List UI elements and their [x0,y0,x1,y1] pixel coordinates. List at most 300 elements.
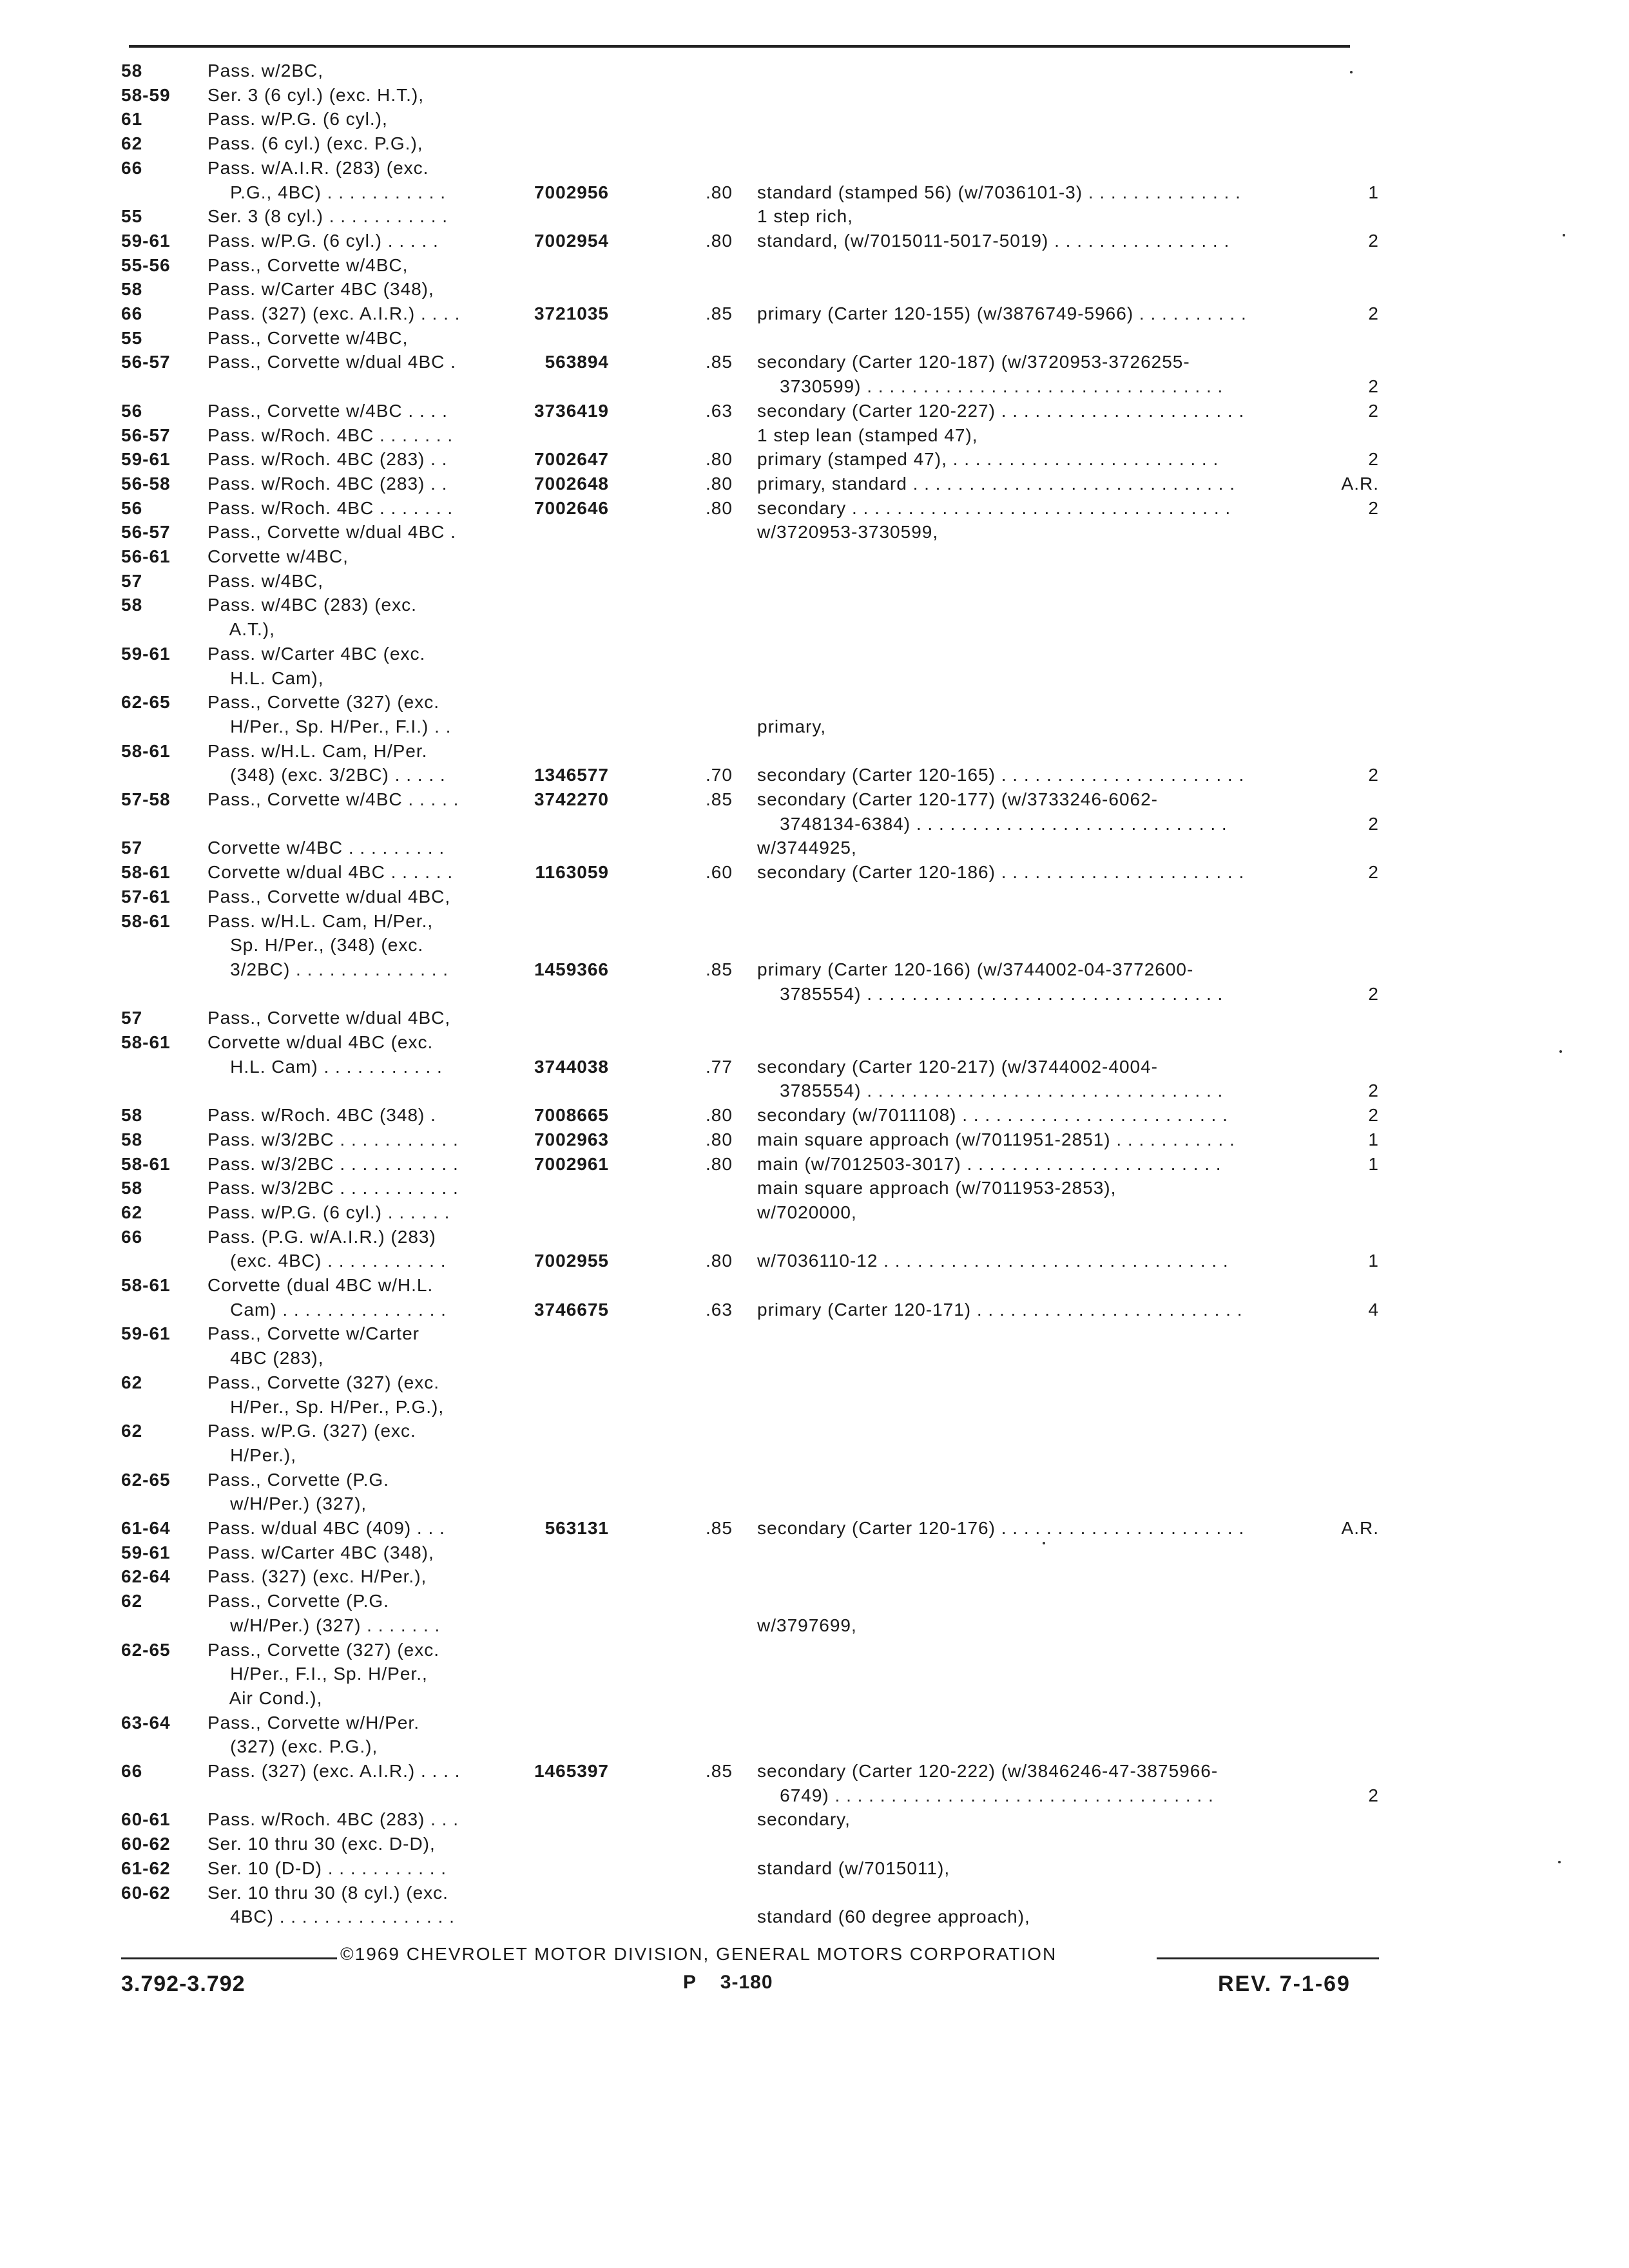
part-description: standard, (w/7015011-5017-5019) . . . . . . . . . . . . . . . . [757,230,1230,251]
application: H/Per., Sp. H/Per., P.G.), [207,1396,445,1417]
part-number: 3746675 [534,1299,609,1320]
model-years: 55 [121,206,143,227]
part-description: primary (Carter 120-166) (w/3744002-04-3772600- [757,959,1194,979]
table-row [0,835,1629,861]
application: Pass. (327) (exc. A.I.R.) . . . . [207,303,461,323]
model-years: 59-61 [121,1542,171,1562]
quantity: 4 [1368,1299,1379,1320]
model-years: 61 [121,109,143,130]
table-row [0,544,1629,570]
application: Pass., Corvette w/H/Per. [207,1712,419,1733]
scan-speck [1043,1542,1045,1544]
table-row [0,714,1629,740]
table-row [0,1637,1629,1663]
part-number: 3721035 [534,303,609,323]
model-years: 61-62 [121,1858,171,1878]
part-description: w/7036110-12 . . . . . . . . . . . . . . . . . . . . . . . . . . . . . . . [757,1251,1229,1271]
part-description: secondary (Carter 120-186) . . . . . . . . . . . . . . . . . . . . . . [757,862,1245,883]
table-row [0,1078,1629,1104]
table-row [0,519,1629,545]
table-row [0,1224,1629,1250]
model-years: 66 [121,157,143,178]
table-row [0,423,1629,448]
model-years: 58-59 [121,84,171,105]
quantity: 2 [1368,1105,1379,1126]
model-years: 59-61 [121,1323,171,1344]
list-price: .70 [706,765,733,785]
table-row [0,1127,1629,1153]
table-row [0,1345,1629,1371]
list-price: .63 [706,1299,733,1320]
application: Ser. 3 (8 cyl.) . . . . . . . . . . . [207,206,448,227]
model-years: 66 [121,1761,143,1781]
model-years: 56 [121,400,143,421]
copyright-notice: ©1969 CHEVROLET MOTOR DIVISION, GENERAL MOTORS CORPORATION [340,1944,1057,1964]
application: Ser. 10 thru 30 (exc. D-D), [207,1834,436,1854]
table-row [0,689,1629,715]
model-years: 62 [121,1372,143,1392]
quantity: 2 [1368,1081,1379,1101]
table-row [0,1200,1629,1225]
application: Air Cond.), [207,1687,323,1708]
part-number: 7002961 [534,1153,609,1174]
part-number: 563894 [545,352,609,372]
model-years: 62-65 [121,692,171,713]
application: Pass. w/Roch. 4BC (348) . [207,1105,436,1126]
table-row [0,1613,1629,1639]
application: (327) (exc. P.G.), [207,1736,378,1757]
part-number: 3744038 [534,1056,609,1077]
model-years: 58 [121,1129,143,1149]
model-years: 55-56 [121,255,171,275]
table-row [0,957,1629,983]
model-years: 57-61 [121,886,171,907]
application: Pass. w/Carter 4BC (exc. [207,643,426,664]
application: Pass. w/H.L. Cam, H/Per., [207,910,434,931]
part-description: primary, [757,716,827,736]
scan-speck [1559,1050,1562,1053]
application: Pass. w/P.G. (6 cyl.), [207,109,388,130]
quantity: 2 [1368,765,1379,785]
application: H.L. Cam), [207,668,324,688]
table-row [0,1831,1629,1857]
application: Pass. w/4BC (283) (exc. [207,595,417,615]
application: Pass., Corvette w/dual 4BC, [207,886,451,907]
table-row [0,495,1629,521]
list-price: .85 [706,1761,733,1781]
application: Pass., Corvette w/4BC . . . . . [207,789,459,809]
application: w/H/Per.) (327) . . . . . . . [207,1615,441,1635]
quantity: A.R. [1341,1518,1379,1538]
application: Corvette (dual 4BC w/H.L. [207,1275,434,1295]
table-row [0,592,1629,618]
part-number: 563131 [545,1518,609,1538]
list-price: .80 [706,1129,733,1149]
table-row [0,106,1629,132]
model-years: 63-64 [121,1712,171,1733]
list-price: .80 [706,1105,733,1126]
model-years: 56-58 [121,473,171,494]
part-number: 7002956 [534,182,609,202]
application: Pass. w/3/2BC . . . . . . . . . . . [207,1129,459,1149]
part-description: 1 step rich, [757,206,853,227]
application: w/H/Per.) (327), [207,1494,367,1514]
model-years: 59-61 [121,643,171,664]
table-row [0,58,1629,84]
part-description: 3785554) . . . . . . . . . . . . . . . . . . . . . . . . . . . . . . . . [757,983,1224,1004]
part-description: main square approach (w/7011953-2853), [757,1178,1117,1198]
table-row [0,617,1629,642]
table-row [0,1370,1629,1396]
table-row [0,253,1629,278]
part-description: 3785554) . . . . . . . . . . . . . . . . . . . . . . . . . . . . . . . . [757,1081,1224,1101]
table-row [0,1564,1629,1590]
part-number: 7002963 [534,1129,609,1149]
model-years: 58-61 [121,740,171,761]
model-years: 62-65 [121,1469,171,1490]
application: Pass., Corvette w/4BC, [207,327,409,348]
table-row [0,1856,1629,1881]
quantity: 2 [1368,303,1379,323]
table-row [0,447,1629,472]
table-row [0,1515,1629,1541]
table-row [0,228,1629,254]
list-price: .80 [706,1251,733,1271]
model-years: 62-64 [121,1566,171,1587]
model-years: 58-61 [121,1153,171,1174]
list-price: .80 [706,182,733,202]
table-row [0,1418,1629,1444]
revision-date: REV. 7-1-69 [1218,1972,1351,1996]
model-years: 58 [121,279,143,300]
part-number: 7002954 [534,230,609,251]
application: Corvette w/4BC . . . . . . . . . [207,838,445,858]
model-years: 57 [121,570,143,591]
table-row [0,325,1629,351]
application: Ser. 10 thru 30 (8 cyl.) (exc. [207,1882,448,1903]
part-number: 7002955 [534,1251,609,1271]
application: H/Per., F.I., Sp. H/Per., [207,1664,428,1684]
quantity: 2 [1368,1785,1379,1805]
list-price: .85 [706,303,733,323]
table-row [0,787,1629,812]
table-row [0,1904,1629,1930]
application: Pass. w/4BC, [207,570,324,591]
application: Pass. w/H.L. Cam, H/Per. [207,740,428,761]
part-description: main (w/7012503-3017) . . . . . . . . . . . . . . . . . . . . . . . [757,1153,1222,1174]
application: Pass., Corvette w/4BC, [207,255,409,275]
part-description: w/7020000, [757,1202,857,1222]
table-row [0,666,1629,691]
application: Pass. w/Roch. 4BC . . . . . . . [207,497,454,518]
table-row [0,1491,1629,1517]
application: Corvette w/dual 4BC . . . . . . [207,862,454,883]
application: H/Per., Sp. H/Per., F.I.) . . [207,716,452,736]
table-row [0,1734,1629,1760]
group-number: 3.792-3.792 [121,1972,246,1996]
application: 3/2BC) . . . . . . . . . . . . . . [207,959,449,979]
table-row [0,1394,1629,1420]
part-description: secondary, [757,1809,851,1830]
application: Pass., Corvette w/dual 4BC . [207,522,456,543]
table-row [0,981,1629,1007]
part-description: w/3720953-3730599, [757,522,939,543]
table-row [0,884,1629,910]
quantity: A.R. [1341,473,1379,494]
part-number: 7002646 [534,497,609,518]
list-price: .85 [706,1518,733,1538]
model-years: 59-61 [121,230,171,251]
part-description: 6749) . . . . . . . . . . . . . . . . . . . . . . . . . . . . . . . . . . [757,1785,1214,1805]
model-years: 58-61 [121,910,171,931]
model-years: 56-57 [121,522,171,543]
table-row [0,1297,1629,1323]
model-years: 56-57 [121,425,171,445]
list-price: .80 [706,449,733,470]
quantity: 1 [1368,1129,1379,1149]
quantity: 1 [1368,1251,1379,1271]
list-price: .80 [706,497,733,518]
table-row [0,568,1629,594]
list-price: .77 [706,1056,733,1077]
application: A.T.), [207,619,275,640]
table-row [0,1588,1629,1614]
part-description: standard (w/7015011), [757,1858,950,1878]
part-number: 3742270 [534,789,609,809]
quantity: 1 [1368,182,1379,202]
model-years: 60-62 [121,1834,171,1854]
application: 4BC (283), [207,1348,324,1369]
quantity: 2 [1368,449,1379,470]
table-row [0,1807,1629,1832]
list-price: .80 [706,230,733,251]
top-rule [129,45,1350,48]
application: Pass. w/Carter 4BC (348), [207,1542,434,1562]
application: Pass. w/dual 4BC (409) . . . [207,1518,445,1538]
part-number: 1346577 [534,765,609,785]
model-years: 55 [121,327,143,348]
table-row [0,1467,1629,1493]
model-years: 58-61 [121,1275,171,1295]
list-price: .60 [706,862,733,883]
part-description: secondary (Carter 120-227) . . . . . . . . . . . . . . . . . . . . . . [757,400,1245,421]
model-years: 62-65 [121,1639,171,1660]
table-row [0,301,1629,327]
model-years: 58 [121,1178,143,1198]
application: Pass., Corvette (327) (exc. [207,1372,440,1392]
table-row [0,131,1629,157]
table-row [0,1175,1629,1201]
part-description: w/3797699, [757,1615,857,1635]
application: Sp. H/Per., (348) (exc. [207,935,424,956]
application: Pass. w/2BC, [207,61,324,81]
table-row [0,1005,1629,1031]
quantity: 2 [1368,983,1379,1004]
part-number: 7002647 [534,449,609,470]
quantity: 2 [1368,400,1379,421]
table-row [0,1880,1629,1906]
model-years: 60-62 [121,1882,171,1903]
table-row [0,180,1629,206]
application: Pass., Corvette (327) (exc. [207,1639,440,1660]
part-description: primary, standard . . . . . . . . . . . . . . . . . . . . . . . . . . . . . [757,473,1235,494]
table-row [0,1661,1629,1687]
table-row [0,82,1629,108]
model-years: 58 [121,595,143,615]
model-years: 59-61 [121,449,171,470]
list-price: .63 [706,400,733,421]
part-number: 1459366 [534,959,609,979]
part-number: 7008665 [534,1105,609,1126]
application: Pass., Corvette w/Carter [207,1323,419,1344]
table-row [0,471,1629,497]
application: Pass., Corvette w/4BC . . . . [207,400,448,421]
part-number: 3736419 [534,400,609,421]
table-row [0,1686,1629,1711]
table-row [0,932,1629,958]
model-years: 62 [121,1591,143,1611]
application: Pass. w/A.I.R. (283) (exc. [207,157,429,178]
table-row [0,1540,1629,1566]
part-description: secondary (w/7011108) . . . . . . . . . . . . . . . . . . . . . . . . [757,1105,1228,1126]
application: Pass. w/P.G. (6 cyl.) . . . . . [207,230,439,251]
quantity: 2 [1368,497,1379,518]
model-years: 58 [121,61,143,81]
application: 4BC) . . . . . . . . . . . . . . . . [207,1907,455,1927]
part-description: primary (stamped 47), . . . . . . . . . . . . . . . . . . . . . . . . [757,449,1219,470]
application: (348) (exc. 3/2BC) . . . . . [207,765,446,785]
application: Corvette w/dual 4BC (exc. [207,1032,434,1052]
part-description: w/3744925, [757,838,857,858]
application: Pass. (6 cyl.) (exc. P.G.), [207,133,423,154]
part-description: 3730599) . . . . . . . . . . . . . . . . . . . . . . . . . . . . . . . . [757,376,1224,397]
application: Pass. (P.G. w/A.I.R.) (283) [207,1226,436,1247]
table-row [0,860,1629,885]
footer-rule-right [1157,1957,1379,1959]
part-description: primary (Carter 120-155) (w/3876749-5966) . . . . . . . . . . [757,303,1247,323]
application: Pass., Corvette (P.G. [207,1469,389,1490]
application: Pass., Corvette w/dual 4BC, [207,1008,451,1028]
application: Pass. w/Roch. 4BC (283) . . . [207,1809,459,1830]
page-number: P 3-180 [683,1972,773,1993]
application: Pass. w/Carter 4BC (348), [207,279,434,300]
part-description: secondary (Carter 120-217) (w/3744002-4004- [757,1056,1158,1077]
application: Pass. w/Roch. 4BC . . . . . . . [207,425,454,445]
table-row [0,738,1629,764]
application: Ser. 3 (6 cyl.) (exc. H.T.), [207,84,425,105]
application: Pass. (327) (exc. H/Per.), [207,1566,427,1587]
part-description: main square approach (w/7011951-2851) . . . . . . . . . . . [757,1129,1235,1149]
quantity: 2 [1368,862,1379,883]
model-years: 57 [121,838,143,858]
model-years: 58-61 [121,1032,171,1052]
part-description: secondary (Carter 120-187) (w/3720953-3726255- [757,352,1190,372]
application: H.L. Cam) . . . . . . . . . . . [207,1056,443,1077]
scan-speck [1563,234,1565,236]
table-row [0,1443,1629,1468]
part-description: 1 step lean (stamped 47), [757,425,978,445]
quantity: 2 [1368,230,1379,251]
table-row [0,276,1629,302]
application: Pass. w/Roch. 4BC (283) . . [207,449,448,470]
application: Pass. w/Roch. 4BC (283) . . [207,473,448,494]
table-row [0,1321,1629,1347]
part-number: 7002648 [534,473,609,494]
application: Pass. (327) (exc. A.I.R.) . . . . [207,1761,461,1781]
model-years: 58-61 [121,862,171,883]
table-row [0,398,1629,424]
model-years: 62 [121,1421,143,1441]
table-row [0,1248,1629,1274]
application: Pass., Corvette (P.G. [207,1591,389,1611]
table-row [0,1710,1629,1736]
application: (exc. 4BC) . . . . . . . . . . . [207,1251,447,1271]
list-price: .80 [706,1153,733,1174]
part-description: secondary (Carter 120-222) (w/3846246-47-3875966- [757,1761,1219,1781]
application: Corvette w/4BC, [207,546,349,566]
model-years: 56-57 [121,352,171,372]
table-row [0,204,1629,229]
table-row [0,908,1629,934]
application: Pass. w/P.G. (327) (exc. [207,1421,416,1441]
list-price: .85 [706,789,733,809]
model-years: 62 [121,133,143,154]
table-row [0,1102,1629,1128]
scan-speck [1350,71,1353,73]
model-years: 56-61 [121,546,171,566]
model-years: 60-61 [121,1809,171,1830]
part-number: 1465397 [534,1761,609,1781]
model-years: 66 [121,303,143,323]
model-years: 62 [121,1202,143,1222]
part-description: secondary . . . . . . . . . . . . . . . . . . . . . . . . . . . . . . . . . . [757,497,1231,518]
list-price: .85 [706,352,733,372]
table-row [0,1273,1629,1298]
application: Cam) . . . . . . . . . . . . . . . [207,1299,447,1320]
application: Pass., Corvette w/dual 4BC . [207,352,456,372]
part-description: standard (stamped 56) (w/7036101-3) . . . . . . . . . . . . . . [757,182,1241,202]
table-row [0,155,1629,181]
list-price: .85 [706,959,733,979]
footer-rule-left [121,1957,337,1959]
part-description: 3748134-6384) . . . . . . . . . . . . . . . . . . . . . . . . . . . . [757,813,1228,834]
model-years: 57 [121,1008,143,1028]
application: P.G., 4BC) . . . . . . . . . . . [207,182,447,202]
list-price: .80 [706,473,733,494]
scan-speck [1558,1861,1561,1863]
table-row [0,811,1629,837]
part-description: secondary (Carter 120-176) . . . . . . . . . . . . . . . . . . . . . . [757,1518,1245,1538]
quantity: 2 [1368,376,1379,397]
model-years: 56 [121,497,143,518]
table-row [0,1758,1629,1784]
table-row [0,641,1629,667]
model-years: 66 [121,1226,143,1247]
table-row [0,1054,1629,1080]
part-description: secondary (Carter 120-177) (w/3733246-6062- [757,789,1158,809]
application: Pass. w/P.G. (6 cyl.) . . . . . . [207,1202,450,1222]
table-row [0,349,1629,375]
application: H/Per.), [207,1445,297,1465]
table-row [0,762,1629,788]
part-description: primary (Carter 120-171) . . . . . . . . . . . . . . . . . . . . . . . . [757,1299,1243,1320]
part-description: secondary (Carter 120-165) . . . . . . . . . . . . . . . . . . . . . . [757,765,1245,785]
table-row [0,1783,1629,1809]
model-years: 58 [121,1105,143,1126]
table-row [0,1151,1629,1177]
quantity: 2 [1368,813,1379,834]
application: Pass., Corvette (327) (exc. [207,692,440,713]
